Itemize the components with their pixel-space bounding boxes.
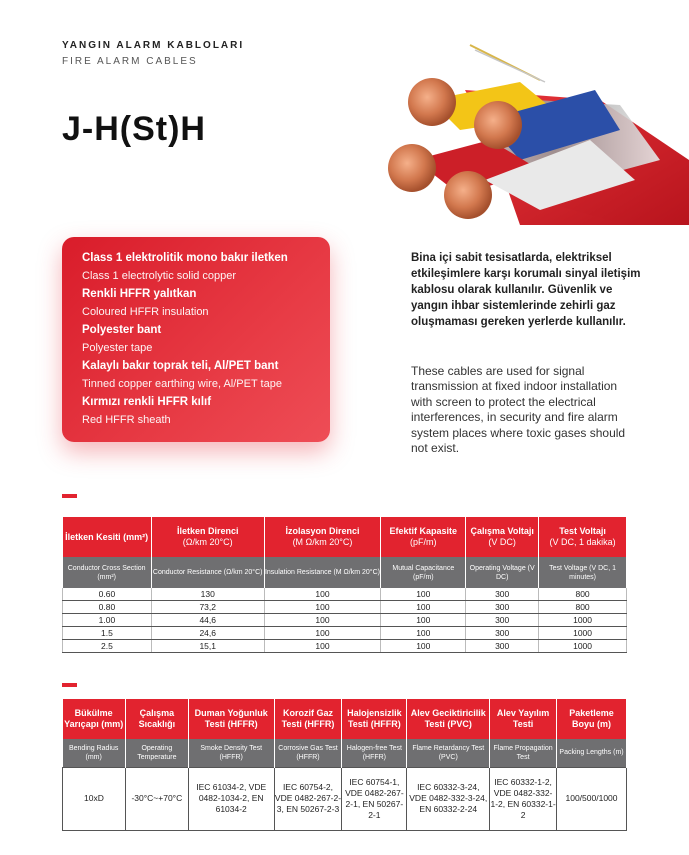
subheader-operating-voltage: Operating Voltage (V DC) <box>466 557 539 588</box>
table-row <box>63 767 627 830</box>
cell: -30°C~+70°C <box>125 767 188 830</box>
header-cross-section: İletken Kesiti (mm²) <box>63 517 152 557</box>
feature-1-tr: Class 1 elektrolitik mono bakır iletken <box>82 252 288 264</box>
subheader-insulation-resistance: Insulation Resistance (M Ω/km 20°C) <box>264 557 381 588</box>
header-insulation-resistance: İzolasyon Direnci (M Ω/km 20°C) <box>264 517 381 557</box>
subheader-operating-temperature: Operating Temperature <box>125 739 188 767</box>
cell: 24,6 <box>151 627 264 640</box>
cell: IEC 60754-2, VDE 0482-267-2-3, EN 50267-2-3 <box>274 767 342 830</box>
cell: 10xD <box>63 767 126 830</box>
table-row <box>63 614 627 627</box>
subheader-flame-propagation: Flame Propagation Test <box>490 739 557 767</box>
subheader-test-voltage: Test Voltage (V DC, 1 minutes) <box>539 557 627 588</box>
table-row <box>63 640 627 653</box>
kicker-en: FIRE ALARM CABLES <box>62 56 198 67</box>
cell: 0.80 <box>63 601 152 614</box>
description-tr: Bina içi sabit tesisatlarda, elektriksel etkileşimlere karşı korumalı sinyal iletişim kablosu olarak kullanılır. Güvenlik ve yangın ihbar sistemlerinde zehirli gaz oluşmaması gereken yerlerde kullanılır. <box>411 252 641 328</box>
cell: 100 <box>264 601 381 614</box>
cell: 800 <box>539 588 627 601</box>
feature-5-en: Red HFFR sheath <box>82 414 171 426</box>
feature-4-en: Tinned copper earthing wire, Al/PET tape <box>82 378 282 390</box>
cell: 100 <box>381 601 466 614</box>
feature-3-tr: Polyester bant <box>82 324 162 336</box>
cell: 100 <box>264 588 381 601</box>
subheader-cross-section: Conductor Cross Section (mm²) <box>63 557 152 588</box>
cell: 100 <box>381 627 466 640</box>
page-title: J-H(St)H <box>62 110 206 148</box>
cell: 1000 <box>539 627 627 640</box>
header-conductor-resistance: İletken Direnci (Ω/km 20°C) <box>151 517 264 557</box>
cell: 15,1 <box>151 640 264 653</box>
description-en: These cables are used for signal transmission at fixed indoor installation with screen to protect the electrical interferences, in security and fire alarm system places where toxic gases should not exist. <box>411 364 626 456</box>
subheader-packing-length: Packing Lengths (m) <box>557 739 627 767</box>
feature-5-tr: Kırmızı renkli HFFR kılıf <box>82 396 212 408</box>
cell: 1000 <box>539 640 627 653</box>
cell: 100/500/1000 <box>557 767 627 830</box>
feature-3-en: Polyester tape <box>82 342 153 354</box>
cell: 300 <box>466 640 539 653</box>
cell: 73,2 <box>151 601 264 614</box>
section-marker-1 <box>62 494 77 498</box>
header-flame-propagation: Alev Yayılım Testi <box>490 699 557 739</box>
header-operating-voltage: Çalışma Voltajı (V DC) <box>466 517 539 557</box>
cell: IEC 60754-1, VDE 0482-267-2-1, EN 50267-2-1 <box>342 767 407 830</box>
test-standards-table <box>62 699 627 831</box>
cell: IEC 60332-3-24, VDE 0482-332-3-24, EN 60332-2-24 <box>407 767 490 830</box>
features-card <box>62 237 330 442</box>
section-marker-2 <box>62 683 77 687</box>
cell: 300 <box>466 627 539 640</box>
header-smoke-density: Duman Yoğunluk Testi (HFFR) <box>188 699 274 739</box>
table-row <box>63 601 627 614</box>
header-flame-retardancy: Alev Geciktiricilik Testi (PVC) <box>407 699 490 739</box>
header-bending-radius: Bükülme Yarıçapı (mm) <box>63 699 126 739</box>
subheader-smoke-density: Smoke Density Test (HFFR) <box>188 739 274 767</box>
electrical-specs-table <box>62 517 627 653</box>
cell: IEC 61034-2, VDE 0482-1034-2, EN 61034-2 <box>188 767 274 830</box>
cell: 2.5 <box>63 640 152 653</box>
cell: 300 <box>466 614 539 627</box>
cell: 100 <box>381 614 466 627</box>
feature-4-tr: Kalaylı bakır toprak teli, Al/PET bant <box>82 360 279 372</box>
cell: 100 <box>381 640 466 653</box>
cell: 130 <box>151 588 264 601</box>
subheader-bending-radius: Bending Radius (mm) <box>63 739 126 767</box>
subheader-corrosive-gas: Corrosive Gas Test (HFFR) <box>274 739 342 767</box>
cell: 300 <box>466 601 539 614</box>
subheader-capacitance: Mutual Capacitance (pF/m) <box>381 557 466 588</box>
subheader-flame-retardancy: Flame Retardancy Test (PVC) <box>407 739 490 767</box>
cell: 1000 <box>539 614 627 627</box>
cell: 1.5 <box>63 627 152 640</box>
cell: 100 <box>264 614 381 627</box>
cell: 100 <box>381 588 466 601</box>
header-corrosive-gas: Korozif Gaz Testi (HFFR) <box>274 699 342 739</box>
cell: 800 <box>539 601 627 614</box>
feature-1-en: Class 1 electrolytic solid copper <box>82 270 237 282</box>
cell: 300 <box>466 588 539 601</box>
header-operating-temperature: Çalışma Sıcaklığı <box>125 699 188 739</box>
table-row <box>63 627 627 640</box>
cable-illustration <box>370 20 689 225</box>
header-test-voltage: Test Voltajı (V DC, 1 dakika) <box>539 517 627 557</box>
header-capacitance: Efektif Kapasite (pF/m) <box>381 517 466 557</box>
cell: 44,6 <box>151 614 264 627</box>
cell: 1.00 <box>63 614 152 627</box>
cell: IEC 60332-1-2, VDE 0482-332-1-2, EN 60332-1-2 <box>490 767 557 830</box>
cell: 0.60 <box>63 588 152 601</box>
header-packing-length: Paketleme Boyu (m) <box>557 699 627 739</box>
feature-2-en: Coloured HFFR insulation <box>82 306 209 318</box>
subheader-conductor-resistance: Conductor Resistance (Ω/km 20°C) <box>151 557 264 588</box>
subheader-halogen-free: Halogen-free Test (HFFR) <box>342 739 407 767</box>
feature-2-tr: Renkli HFFR yalıtkan <box>82 288 197 300</box>
header-halogen-free: Halojensizlik Testi (HFFR) <box>342 699 407 739</box>
cell: 100 <box>264 640 381 653</box>
cell: 100 <box>264 627 381 640</box>
kicker-tr: YANGIN ALARM KABLOLARI <box>62 40 245 51</box>
table-row <box>63 588 627 601</box>
